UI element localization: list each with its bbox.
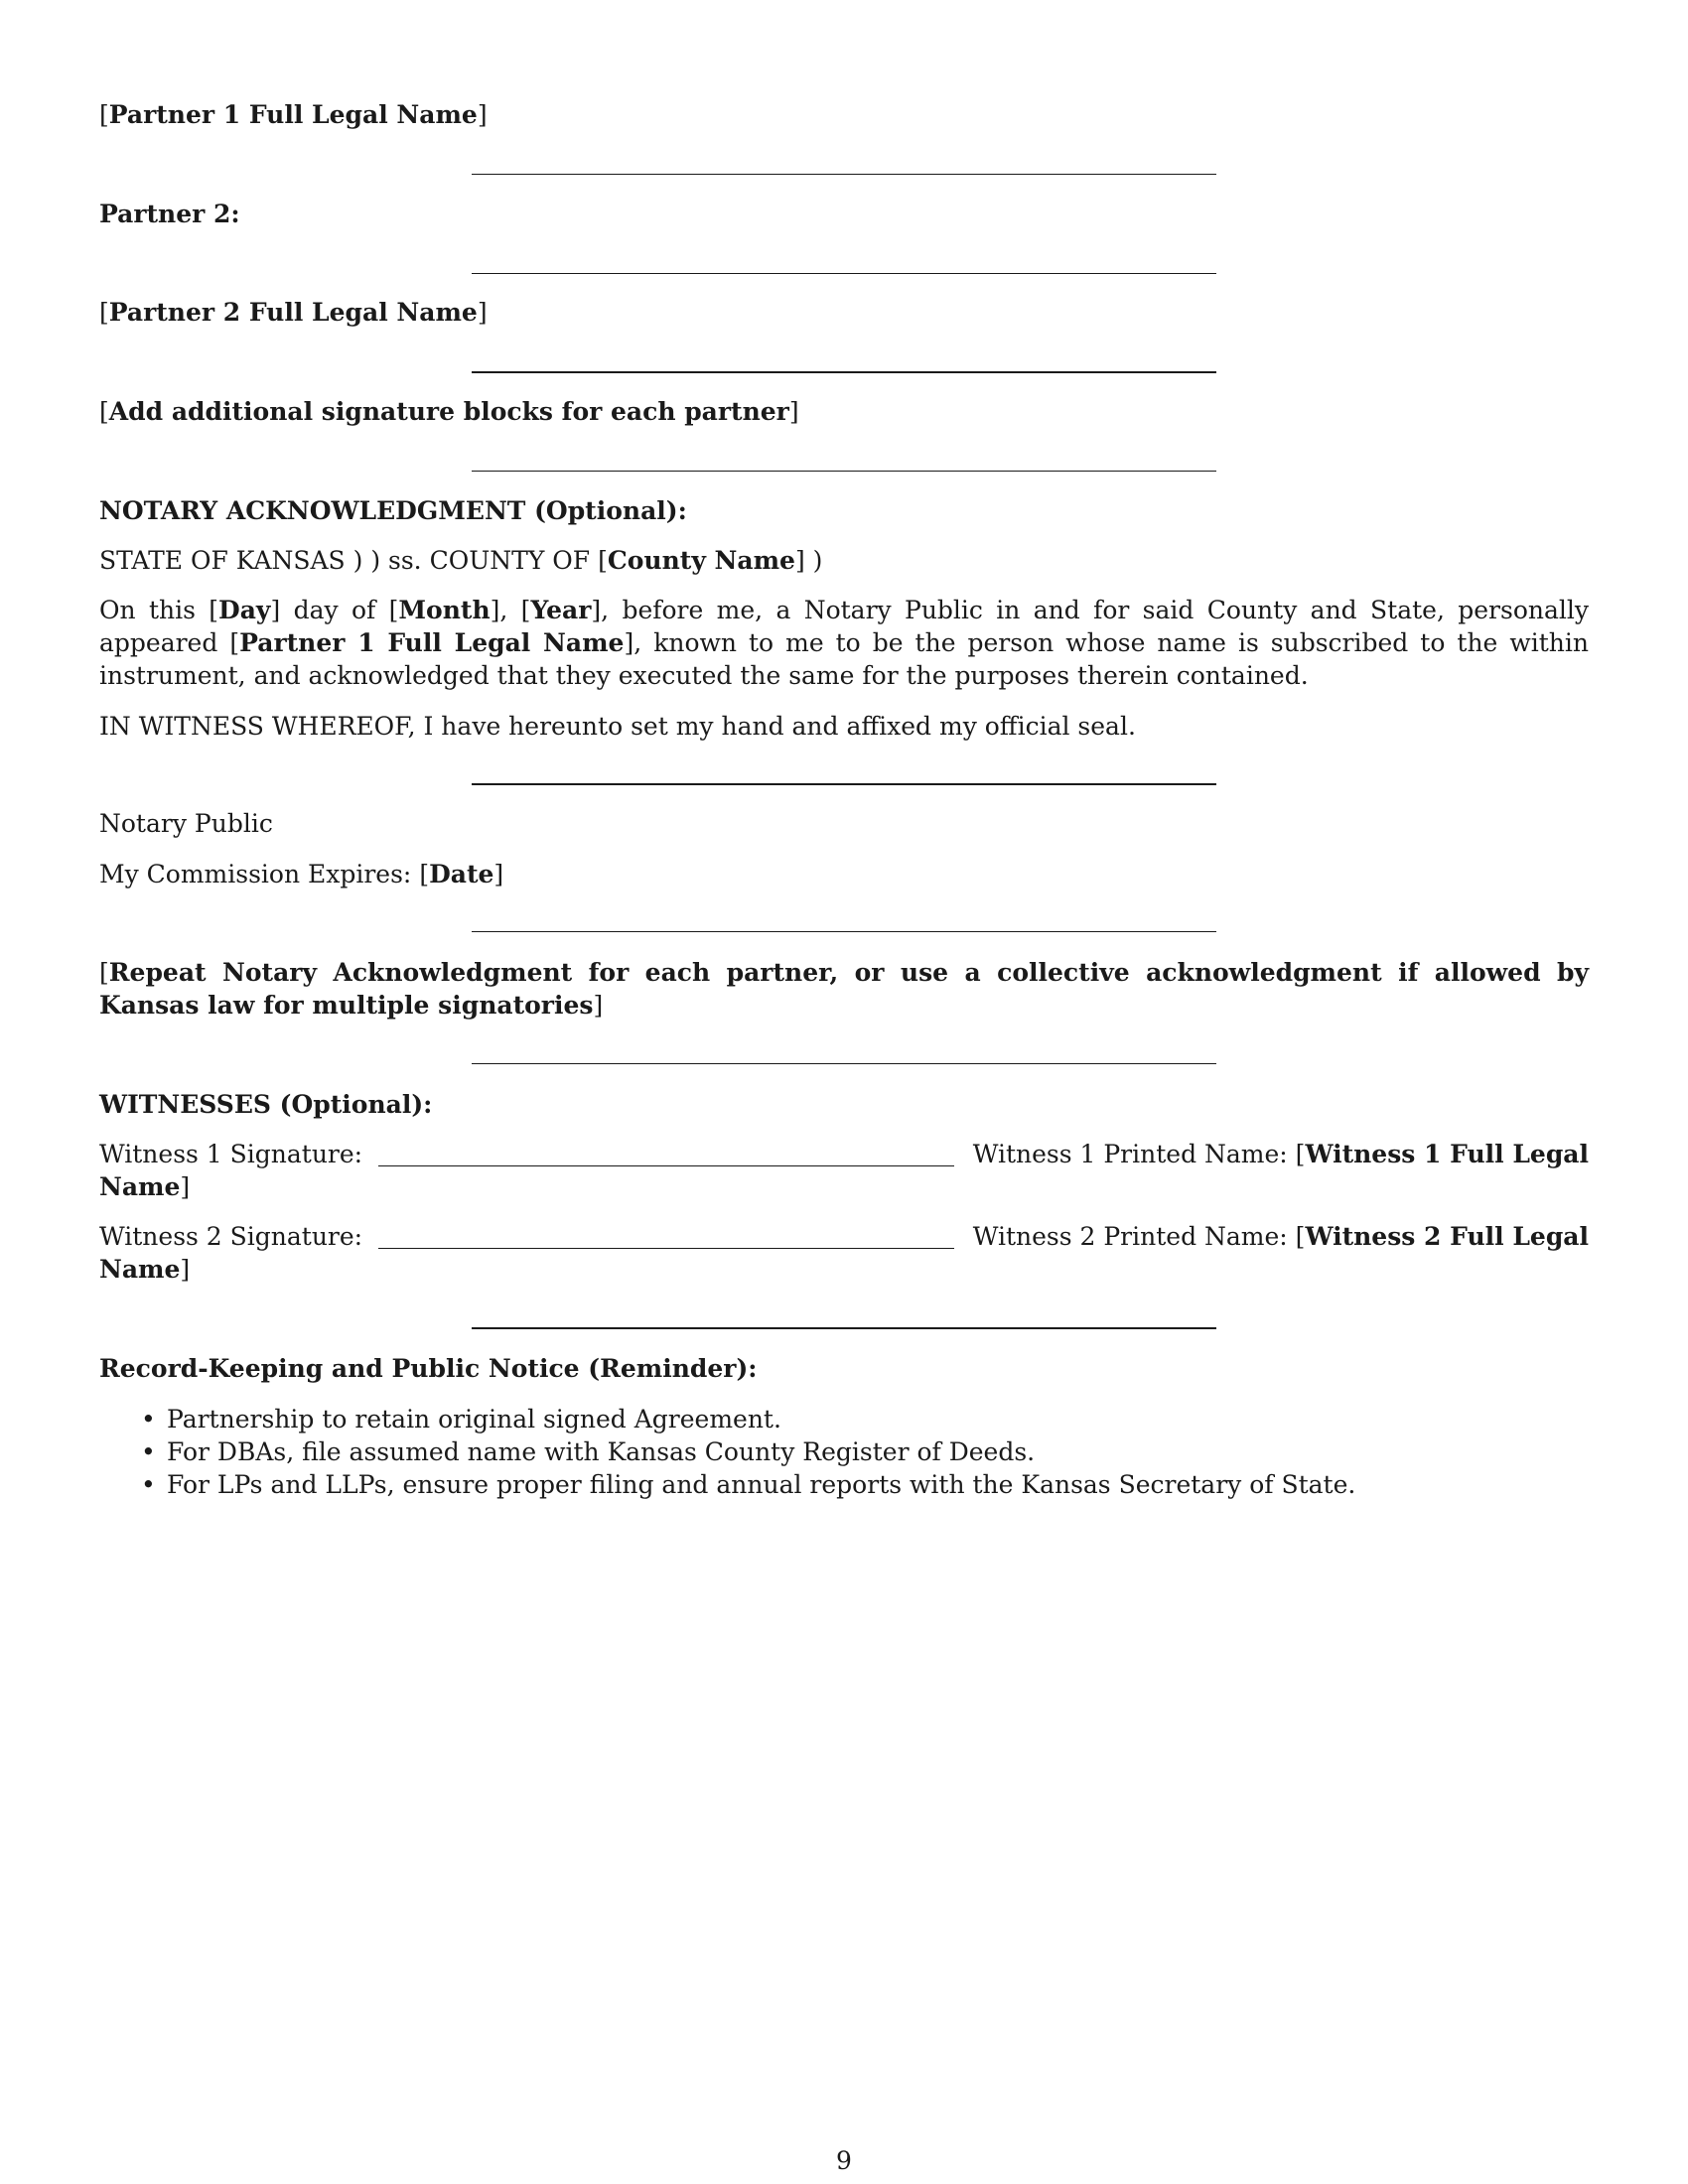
witness-whereof-text: IN WITNESS WHEREOF, I have hereunto set my hand and affixed my official seal. <box>99 712 1136 741</box>
commission-expires: My Commission Expires: [Date] <box>99 860 504 888</box>
notary-signature-line <box>472 783 1216 785</box>
witness-2-row <box>99 1220 1589 1286</box>
signature-line <box>472 174 1216 175</box>
list-item: • Partnership to retain original signed Agreement. <box>141 1405 781 1433</box>
signature-line <box>472 371 1216 373</box>
repeat-notary-note: [Repeat Notary Acknowledgment for each partner, or use a collective acknowledgment if allowed by Kansas law for multiple signatories] <box>99 958 1589 1020</box>
partner2-name-placeholder: [Partner 2 Full Legal Name] <box>99 298 488 327</box>
additional-blocks-note: [Add additional signature blocks for each partner] <box>99 397 799 426</box>
witness-2-printed-name: Witness 2 Printed Name: [Witness 2 Full Legal <box>972 1222 1589 1251</box>
list-item: • For DBAs, file assumed name with Kansas County Register of Deeds. <box>141 1437 1036 1466</box>
notary-public-label: Notary Public <box>99 809 273 838</box>
section-divider <box>472 1063 1216 1064</box>
witness-1-signature-line <box>378 1142 954 1166</box>
witness-2-signature-line <box>378 1224 954 1249</box>
record-keeping-list <box>99 1403 1656 1501</box>
page-number: 9 <box>836 2146 852 2175</box>
witness-1-signature-label: Witness 1 Signature: <box>99 1140 363 1168</box>
partner1-name-placeholder: [Partner 1 Full Legal Name] <box>99 100 488 129</box>
signature-line <box>472 273 1216 274</box>
witness-1-name-continued: Name] <box>99 1172 191 1201</box>
section-divider <box>472 471 1216 472</box>
partner2-label: Partner 2: <box>99 200 240 228</box>
section-divider <box>472 1327 1216 1329</box>
witness-1-row <box>99 1138 1589 1203</box>
notary-acknowledgment-text: On this [Day] day of [Month], [Year], before me, a Notary Public in and for said County and State, personally appeared [Partner 1 Full Legal Name], known to me to be the person whose name is subscribed to the within instrument, and acknowledged that they executed the same for the purposes therein contained. <box>99 596 1590 690</box>
witness-2-signature-label: Witness 2 Signature: <box>99 1222 363 1251</box>
record-keeping-heading: Record-Keeping and Public Notice (Reminder): <box>99 1354 758 1383</box>
notary-venue: STATE OF KANSAS ) ) ss. COUNTY OF [County Name] ) <box>99 546 823 575</box>
witness-1-printed-name: Witness 1 Printed Name: [Witness 1 Full Legal <box>972 1140 1589 1168</box>
section-divider <box>472 931 1216 932</box>
witness-2-name-continued: Name] <box>99 1255 191 1284</box>
list-item: • For LPs and LLPs, ensure proper filing and annual reports with the Kansas Secretary of State. <box>141 1470 1356 1499</box>
notary-heading: NOTARY ACKNOWLEDGMENT (Optional): <box>99 496 687 525</box>
witnesses-heading: WITNESSES (Optional): <box>99 1090 433 1119</box>
